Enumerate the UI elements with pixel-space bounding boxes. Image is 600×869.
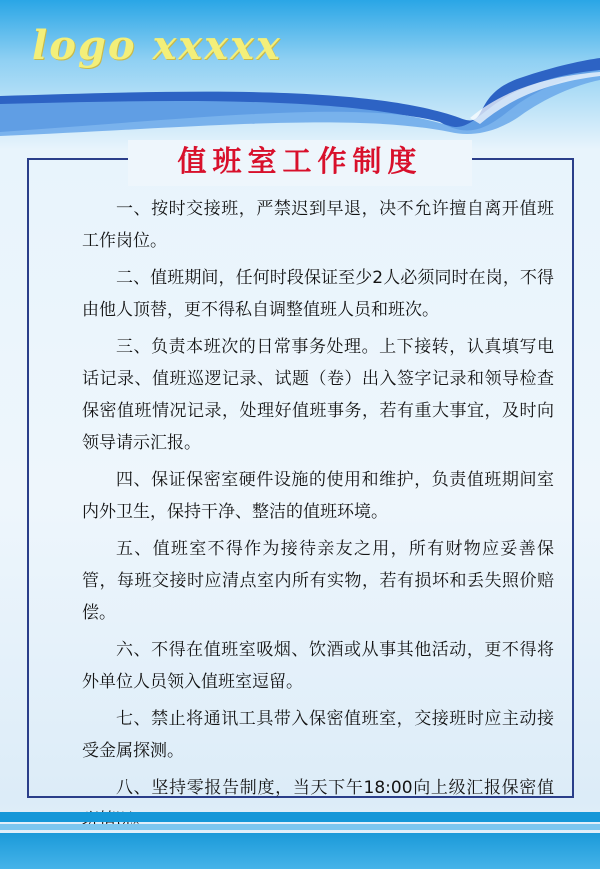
rule-item: 二、值班期间，任何时段保证至少2人必须同时在岗，不得由他人顶替，更不得私自调整值班人员和班次。 bbox=[82, 268, 554, 320]
rule-item: 五、值班室不得作为接待亲友之用，所有财物应妥善保管，每班交接时应清点室内所有实物，若有损坏和丢失照价赔偿。 bbox=[82, 539, 554, 623]
footer-stripe-middle bbox=[0, 824, 600, 830]
logo-text: logo xxxxx bbox=[32, 22, 282, 69]
rule-item: 四、保证保密室硬件设施的使用和维护，负责值班期间室内外卫生，保持干净、整洁的值班环境。 bbox=[82, 470, 554, 522]
rule-item: 八、坚持零报告制度，当天下午18:00向上级汇报保密值 bbox=[116, 778, 554, 798]
footer-stripes bbox=[0, 812, 600, 869]
rule-item: 一、按时交接班，严禁迟到早退，决不允许擅自离开值班工作岗位。 bbox=[82, 199, 554, 251]
rule-item: 七、禁止将通讯工具带入保密值班室，交接班时应主动接受金属探测。 bbox=[82, 709, 554, 761]
page-title: 值班室工作制度 bbox=[128, 140, 472, 186]
rule-item: 六、不得在值班室吸烟、饮酒或从事其他活动，更不得将外单位人员领入值班室逗留。 bbox=[82, 640, 554, 692]
rule-item: 三、负责本班次的日常事务处理。上下接转，认真填写电话记录、值班巡逻记录、试题（卷）出入签字记录和领导检查保密值班情况记录，处理好值班事务，若有重大事宜，及时向领导请示汇报。 bbox=[82, 337, 554, 453]
rules-list bbox=[82, 193, 554, 841]
footer-stripe-bottom bbox=[0, 833, 600, 869]
footer-stripe-top bbox=[0, 812, 600, 822]
